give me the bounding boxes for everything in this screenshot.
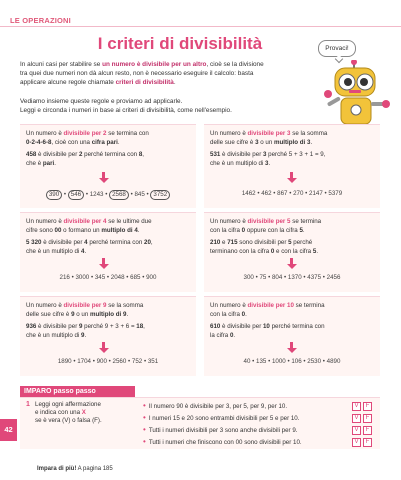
rule-divisible-by-10: Un numero è divisibile per 10 se termina con la cifra 0. 610 è divisibile per 10 perché termina con la cifra 0. — [204, 296, 380, 376]
true-checkbox[interactable]: V — [352, 414, 361, 423]
instructions-text: Vediamo insieme queste regole e proviamo ad applicarle. Leggi e circonda i numeri in base ai criteri di divisibilità, come nell'esempio. — [20, 98, 232, 114]
false-checkbox[interactable]: F — [363, 414, 372, 423]
numbers-row-10: 40 • 135 • 1000 • 106 • 2530 • 4890 — [243, 358, 341, 365]
page-number: 42 — [0, 419, 17, 441]
false-checkbox[interactable]: F — [363, 426, 372, 435]
rule-divisible-by-3: Un numero è divisibile per 3 se la somma delle sue cifre è 3 o un multiplo di 3. 531 è divisibile per 3 perché 5 + 3 + 1 = 9, che è un multiplo di 3. — [204, 124, 380, 208]
statement-4: • Tutti i numeri che finiscono con 00 sono divisibili per 10. — [143, 437, 302, 446]
true-false-boxes — [352, 402, 372, 411]
true-false-boxes — [352, 426, 372, 435]
arrow-head-icon — [287, 178, 297, 183]
exercise-section-label: IMPARO passo passo — [20, 386, 135, 397]
true-checkbox[interactable]: V — [352, 402, 361, 411]
rule-divisible-by-5: Un numero è divisibile per 5 se termina con la cifra 0 oppure con la cifra 5. 210 e 715 sono divisibili per 5 perché terminano con la cifra 0 e con la cifra 5. — [204, 212, 380, 292]
arrow-head-icon — [287, 348, 297, 353]
statement-1: • Il numero 90 è divisibile per 3, per 5, per 9, per 10. — [143, 401, 288, 410]
arrow-head-icon — [287, 264, 297, 269]
section-label: LE OPERAZIONI — [10, 16, 71, 25]
statement-2: • I numeri 15 e 20 sono entrambi divisibili per 5 e per 10. — [143, 413, 300, 422]
header-divider — [0, 26, 401, 27]
speech-bubble: Provaci! — [318, 40, 356, 57]
exercise-instructions: Leggi ogni affermazione e indica con una X se è vera (V) o falsa (F). — [35, 401, 102, 424]
page-title: I criteri di divisibilità — [97, 34, 263, 53]
false-checkbox[interactable]: F — [363, 438, 372, 447]
true-false-boxes — [352, 438, 372, 447]
arrow-head-icon — [99, 178, 109, 183]
false-checkbox[interactable]: F — [363, 402, 372, 411]
numbers-row-4: 216 • 3000 • 345 • 2048 • 685 • 900 — [59, 274, 157, 281]
footer-reference: Impara di più! A pagina 185 — [37, 466, 113, 472]
true-false-boxes — [352, 414, 372, 423]
arrow-head-icon — [99, 264, 109, 269]
statement-3: • Tutti i numeri divisibili per 3 sono anche divisibili per 9. — [143, 425, 298, 434]
true-checkbox[interactable]: V — [352, 438, 361, 447]
rule-divisible-by-9: Un numero è divisibile per 9 se la somma delle sue cifre è 9 o un multiplo di 9. 936 è divisibile per 9 perché 9 + 3 + 6 = 18, che è un multiplo di 9. — [20, 296, 196, 376]
numbers-row-3: 1462 • 462 • 867 • 270 • 2147 • 5379 — [241, 190, 343, 197]
true-checkbox[interactable]: V — [352, 426, 361, 435]
numbers-row-9: 1890 • 1704 • 900 • 2560 • 752 • 351 — [57, 358, 159, 365]
exercise-number: 1 — [26, 401, 30, 408]
numbers-row-5: 300 • 75 • 804 • 1370 • 4375 • 2456 — [243, 274, 341, 281]
numbers-row-2: 390 • 546 • 1243 • 2568 • 845 • 3752 — [20, 190, 196, 200]
arrow-head-icon — [99, 348, 109, 353]
rule-divisible-by-2: Un numero è divisibile per 2 se termina con 0-2-4-6-8, cioè con una cifra pari. 458 è divisibile per 2 perché termina con 8, che è pari. — [20, 124, 196, 208]
intro-text: In alcuni casi per stabilire se un numero è divisibile per un altro, cioè se la divisione tra quei due numeri non dà alcun resto, non è necessario eseguire il calcolo: basta applicare alcune regole chiamate criteri di divisibilità. — [20, 61, 264, 86]
rule-divisible-by-4: Un numero è divisibile per 4 se le ultime due cifre sono 00 o formano un multiplo di 4. 5 320 è divisibile per 4 perché termina con 20, che è un multiplo di 4. — [20, 212, 196, 292]
